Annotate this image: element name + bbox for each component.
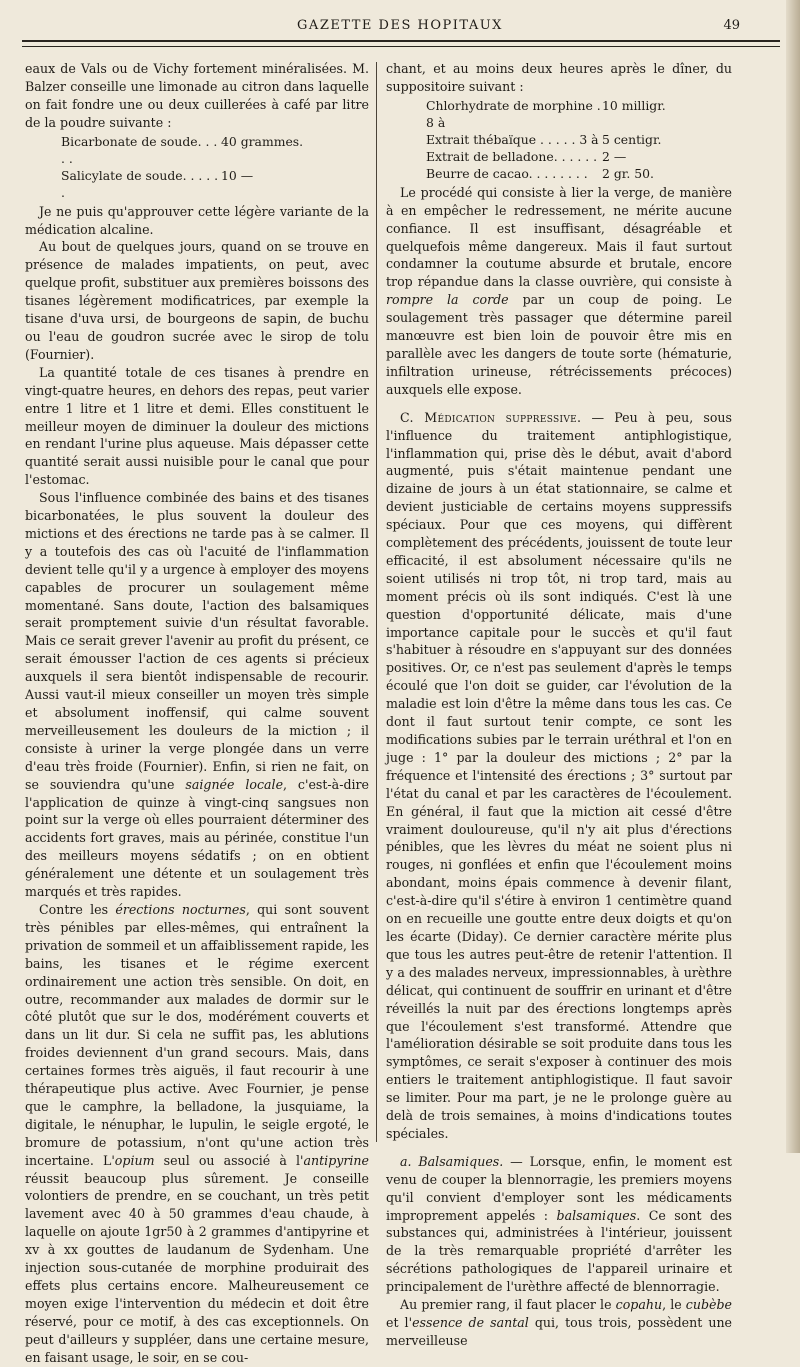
paragraph-text: Sous l'influence combinée des bains et des tisanes bicarbonatées, le plus souvent la douleur des mictions et des érections ne tarde pas à se calmer. Il y a toutefois des cas où l'acuité de l'inflammation devient telle qu'il y a urgence à employer des moyens capables de procurer un soulagement même momentané. Sans doute, l'action des balsamiques serait promptement suivie d'un résultat favorable. Mais ce serait grever l'avenir au profit du présent, ce serait émousser l'action de ces agents si précieux auxquels il sera bientôt indispensable de recourir. Aussi vaut-il mieux conseiller un moyen très simple et absolument inoffensif, qui calme souvent merveilleusement les douleurs de la miction ; il consiste à uriner la verge plongée dans un verre d'eau très froide (Fournier). Enfin, si rien ne fait, on se souviendra qu'une [25,490,369,792]
emphasis-text: érections nocturnes [115,901,246,917]
column-divider [376,62,377,1142]
paragraph-text: seul ou associé à l' [154,1152,304,1168]
paragraph [386,184,732,399]
paragraph-text: réussit beaucoup plus sûrement. Je conseille volontiers de prendre, en se couchant, un très petit lavement avec 40 à 50 grammes d'eau chaude, à laquelle on ajoute 1gr50 à 2 grammes d'antipyrine et xv à xx gouttes de laudanum de Sydenham. Une injection sous-cutanée de morphine produirait des effets plus certains encore. Malheureusement ce moyen exige l'intervention du médecin et doit être réservé, pour ce motif, à des cas exceptionnels. On peut d'ailleurs y suppléer, dans une certaine mesure, en faisant usage, le soir, en se cou- [25,1170,369,1365]
emphasis-text: opium [114,1152,155,1168]
ingredient-name: Salicylate de soude. . . . . . [61,167,219,200]
emphasis-text: rompre la corde [386,292,509,308]
emphasis-text: antipyrine [303,1152,369,1168]
paragraph [25,489,369,901]
left-column [25,60,369,1367]
paragraph-text: — Lorsque, enfin, le moment est venu de couper la blennorragie, les premiers moyens qu'il convient d'employer sont les médicaments improprement appelés : [386,1153,732,1223]
paragraph-text: , c'est-à-dire l'application de quinze à vingt-cinq sangsues non point sur la verge où elles pourraient déterminer des accidents fort graves, mais au périnée, constitue l'un des meilleurs moyens sédatifs ; on en obtient généralement une détente et un soulagement très marqués et très rapides. [25,776,370,900]
paragraph-text: Le procédé qui consiste à lier la verge, de manière à en empêcher le redressement, ne mérite aucune confiance. Il est insuffisant, désagréable et quelquefois même dangereux. Mais il faut surtout condamner la coutume absurde et brutale, encore trop répandue dans la classe ouvrière, qui consiste à [386,184,732,290]
paragraph [25,901,369,1367]
section-heading: C. Médication suppressive. [400,409,582,425]
paragraph-text: qui, tous trois, possèdent une merveilleuse [386,1315,733,1348]
paragraph-text: et l' [386,1315,413,1330]
ingredient-name: Beurre de cacao. . . . . . . . [426,165,588,181]
paragraph-text: Contre les [39,901,116,917]
ingredient-quantity: 5 centigr. [602,131,662,147]
paragraph: chant, et au moins deux heures après le dîner, du suppositoire suivant : [386,61,732,94]
emphasis-text: balsamiques [556,1207,637,1223]
prescription-suppository [386,97,732,182]
paragraph [386,1296,732,1350]
journal-title: GAZETTE DES HOPITAUX [297,18,503,33]
header-rule-thick [22,40,780,42]
ingredient-name: Extrait thébaïque . . . . . 3 à [426,131,599,147]
paragraph: Je ne puis qu'approuver cette légère variante de la médication alcaline. [25,203,369,237]
paragraph-text: Au premier rang, il faut placer le [400,1297,616,1313]
ingredient-quantity: 10 — [221,167,254,183]
paragraph: eaux de Vals ou de Vichy fortement minéralisées. M. Balzer conseille une limonade au citron dans laquelle on fait fondre une ou deux cuillerées à café par litre de la poudre suivante : [25,61,369,130]
subsection-heading: a. Balsamiques. [400,1153,504,1169]
prescription-powder [25,133,369,201]
emphasis-text: copahu [615,1297,663,1313]
paragraph-text: , le [662,1297,686,1313]
paragraph-spacer [386,399,732,409]
page-number: 49 [723,18,740,33]
ingredient-quantity: 2 gr. 50. [602,165,654,181]
paragraph: La quantité totale de ces tisanes à prendre en vingt-quatre heures, en dehors des repas, peut varier entre 1 litre et 1 litre et demi. Elles constituent le meilleur moyen de diminuer la douleur des mictions en rendant l'urine plus aqueuse. Mais dépasser cette quantité serait aussi nuisible pour le canal que pour l'estomac. [25,364,369,488]
ingredient-name: Chlorhydrate de morphine . 8 à [426,97,601,130]
emphasis-text: essence de santal [412,1315,529,1330]
paragraph-text: . Ce sont des substances qui, administrées à l'intérieur, jouissent de la très remarquable propriété d'arrêter les sécrétions pathologiques de l'appareil urinaire et principalement de l'urèthre affecté de blennorragie. [386,1207,732,1295]
page-edge-shadow [786,0,800,1153]
ingredient-name: Extrait de belladone. . . . . . [426,148,598,164]
prescription-line [386,131,732,148]
header-rule-thin [22,46,780,47]
paragraph-text: par un coup de poing. Le soulagement très passager que détermine pareil manœuvre est bien loin de pouvoir être mis en parallèle avec les dangers de toute sorte (hématurie, infiltration urineuse, rétrécissements précoces) auxquels elle expose. [386,292,732,397]
ingredient-quantity: 10 milligr. [602,97,666,113]
ingredient-quantity: 2 — [602,148,627,164]
prescription-line [386,97,732,131]
paragraph-text: — Peu à peu, sous l'influence du traitement antiphlogistique, l'inflammation qui, prise dès le début, avait d'abord augmenté, puis s'était maintenue pendant une dizaine de jours à un état stationnaire, se calme et devient justiciable de certains moyens suppressifs spéciaux. Pour que ces moyens, qui diffèrent complètement des précédents, jouissent de toute leur efficacité, il est absolument nécessaire qu'ils ne soient utilisés ni trop tôt, ni trop tard, mais au moment précis où ils sont indiqués. C'est là une question d'opportunité délicate, mais d'une importance capitale pour le succès et qu'il faut s'habituer à résoudre en s'appuyant sur des données positives. Or, ce n'est pas seulement d'après le temps écoulé que l'on doit se guider, car l'évolution de la maladie est loin d'être la même dans tous les cas. Ce dont il faut surtout tenir compte, ce sont les modifications subies par le terrain uréthral et l'on en juge : 1° par la douleur des mictions ; 2° par la fréquence et l'intensité des érections ; 3° surtout par l'état du canal et par les caractères de l'écoulement. En général, il faut que la miction ait cessé d'être vraiment douloureuse, qu'il n'y ait plus d'érections pénibles, que les lèvres du méat ne soient plus ni rouges, ni gonflées et enfin que l'écoulement moins abondant, moins épais commence à devenir filant, c'est-à-dire qu'il s'étire à environ 1 centimètre quand on en recueille une goutte entre deux doigts et qu'on les écarte (Diday). Ce dernier caractère mérite plus que tous les autres peut-être de retenir l'attention. Il y a des malades nerveux, impressionnables, à urèthre délicat, qui continuent de souffrir en urinant et d'être réveillés la nuit par des érections longtemps après que l'écoulement s'est transformé. Attendre que l'amélioration désirable se soit produite dans tous les symptômes, ce serait s'exposer à continuer des mois entiers le traitement antiphlogistique. Il faut savoir se limiter. Pour ma part, je ne le prolonge guère au delà de trois semaines, à moins d'indications toutes spéciales. [386,409,732,1141]
prescription-line [386,148,732,165]
emphasis-text: cubèbe [685,1297,732,1313]
paragraph: Au bout de quelques jours, quand on se trouve en présence de malades impatients, on peut, avec quelque profit, substituer aux premières boissons des tisanes légèrement modificatrices, par exemple la tisane d'uva ursi, de bourgeons de sapin, de buchu ou l'eau de goudron sucrée avec le sirop de tolu (Fournier). [25,239,369,362]
right-column [386,60,732,1350]
prescription-line [386,165,732,182]
prescription-line [25,133,369,167]
page-header [0,14,800,38]
ingredient-name: Bicarbonate de soude. . . . . [61,133,218,166]
ingredient-quantity: 40 grammes. [221,133,304,149]
section-paragraph [386,409,732,1143]
section-paragraph [386,1153,732,1296]
paragraph-text: , qui sont souvent très pénibles par elles-mêmes, qui entraînent la privation de sommeil et un affaiblissement rapide, les bains, les tisanes et le régime exercent ordinairement une action très sensible. On doit, en outre, recommander aux malades de dormir sur le côté plutôt que sur le dos, modérément couverts et dans un lit dur. Si cela ne suffit pas, les ablutions froides deviennent d'un grand secours. Mais, dans certaines formes très aiguës, il faut recourir à une thérapeutique plus active. Avec Fournier, je pense que le camphre, la belladone, la jusquiame, la digitale, le nénuphar, le lupulin, le seigle ergoté, le bromure de potassium, n'ont qu'une action très incertaine. L' [25,901,369,1168]
emphasis-text: saignée locale [185,776,284,792]
prescription-line [25,167,369,201]
paragraph-spacer [386,1143,732,1153]
